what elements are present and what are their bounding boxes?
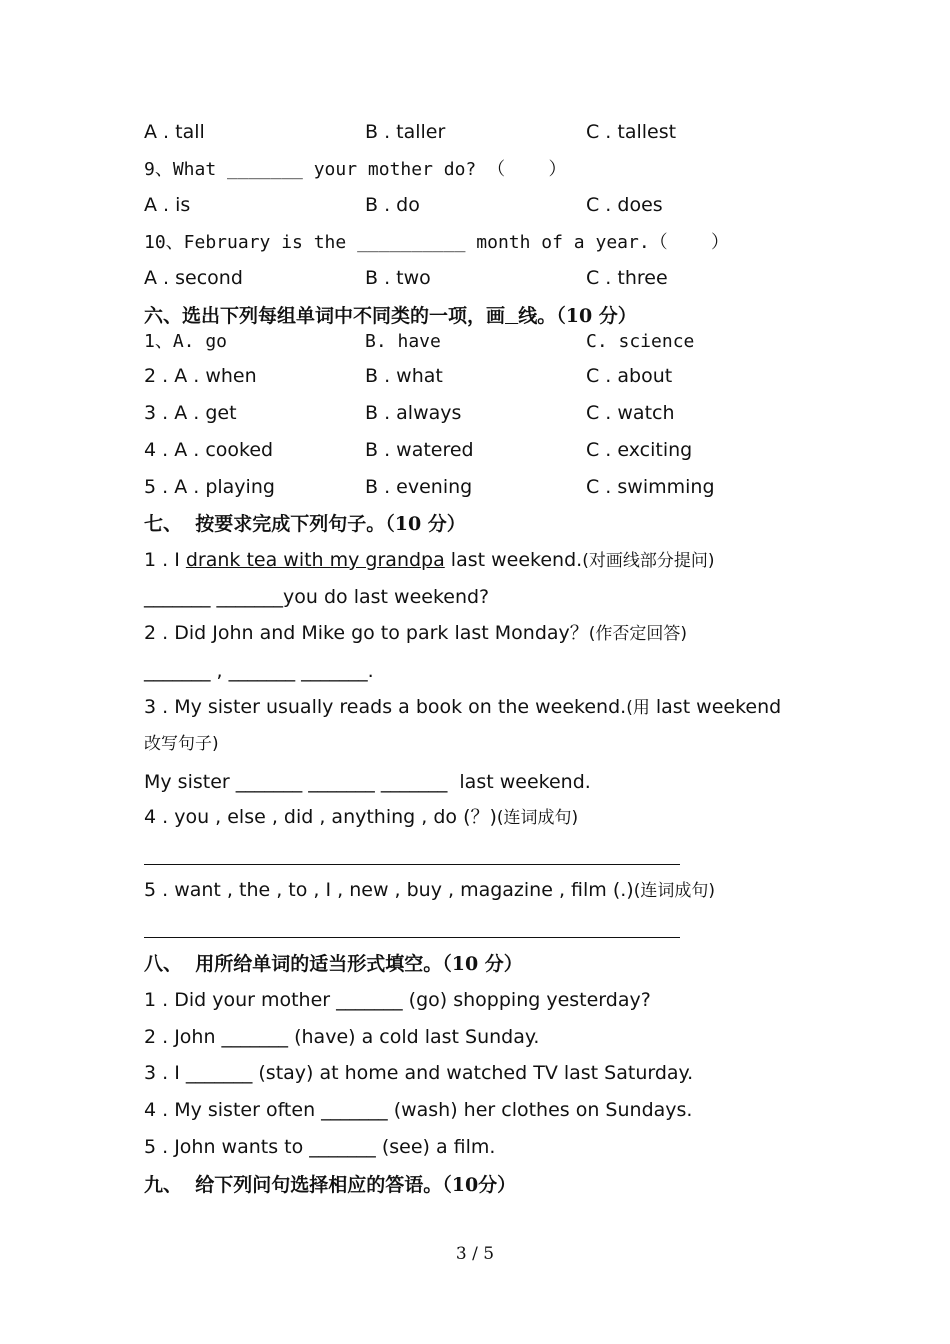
q8-option-a: A . tall	[144, 121, 205, 143]
s7-sentence-1: 1 . I drank tea with my grandpa last weekend.(对画线部分提问)	[144, 549, 715, 571]
s6-row4-a: 4 . A . cooked	[144, 439, 274, 461]
s6-row1-a: 1、A. go	[144, 331, 228, 352]
s6-row2-a: 2 . A . when	[144, 365, 257, 387]
q10-option-a: A . second	[144, 267, 243, 289]
s8-item-1: 1 . Did your mother _______ (go) shopping yesterday?	[144, 989, 651, 1011]
s6-row3-b: B . always	[365, 402, 462, 424]
s7-sentence-3-note: 改写句子)	[144, 734, 219, 754]
section6-heading: 六、选出下列每组单词中不同类的一项，画 线。（10 分）	[144, 305, 637, 327]
s7-sentence-2: 2 . Did John and Mike go to park last Monday？(作否定回答)	[144, 622, 688, 644]
section7-heading: 七、 按要求完成下列句子。（10 分）	[144, 513, 466, 535]
s8-item-5: 5 . John wants to _______ (see) a film.	[144, 1136, 496, 1158]
s6-row5-a: 5 . A . playing	[144, 476, 275, 498]
page-number: 3 / 5	[455, 1244, 495, 1264]
q8-option-b: B . taller	[365, 121, 446, 143]
s6-row5-c: C . swimming	[586, 476, 715, 498]
s7-answer-line-5	[144, 937, 680, 938]
q9-option-a: A . is	[144, 194, 191, 216]
q9-option-b: B . do	[365, 194, 420, 216]
q10-option-c: C . three	[586, 267, 668, 289]
s7-underlined-phrase: drank tea with my grandpa	[185, 549, 445, 571]
s6-row2-b: B . what	[365, 365, 443, 387]
s6-row3-c: C . watch	[586, 402, 675, 424]
s7-answer-3: My sister _______ _______ _______ last weekend.	[144, 771, 591, 793]
s7-sentence-3: 3 . My sister usually reads a book on the weekend.(用 last weekend	[144, 696, 782, 718]
s6-row5-b: B . evening	[365, 476, 473, 498]
q8-option-c: C . tallest	[586, 121, 677, 143]
s8-item-2: 2 . John _______ (have) a cold last Sunday.	[144, 1026, 540, 1048]
s6-row3-a: 3 . A . get	[144, 402, 237, 424]
q9-option-c: C . does	[586, 194, 663, 216]
section8-heading: 八、 用所给单词的适当形式填空。（10 分）	[144, 953, 523, 975]
s7-sentence-4: 4 . you , else , did , anything , do (？)(连词成句)	[144, 806, 579, 828]
s7-sentence-5: 5 . want , the , to , I , new , buy , magazine , film (.)(连词成句)	[144, 879, 715, 901]
s7-answer-1: _______ _______you do last weekend?	[144, 586, 490, 608]
s6-row2-c: C . about	[586, 365, 673, 387]
q10-option-b: B . two	[365, 267, 431, 289]
s8-item-3: 3 . I _______ (stay) at home and watched TV last Saturday.	[144, 1062, 694, 1084]
q9-stem: 9、What _______ your mother do? （ ）	[144, 159, 567, 180]
s7-answer-line-4	[144, 864, 680, 865]
q10-stem: 10、February is the __________ month of a year.（ ）	[144, 232, 730, 253]
s8-item-4: 4 . My sister often _______ (wash) her clothes on Sundays.	[144, 1099, 693, 1121]
s6-row4-b: B . watered	[365, 439, 474, 461]
section9-heading: 九、 给下列问句选择相应的答语。（10分）	[144, 1174, 517, 1196]
s6-row1-c: C. science	[586, 331, 695, 352]
s6-row1-b: B. have	[365, 331, 441, 352]
s6-row4-c: C . exciting	[586, 439, 693, 461]
s7-answer-2: _______ , _______ _______.	[144, 660, 374, 682]
